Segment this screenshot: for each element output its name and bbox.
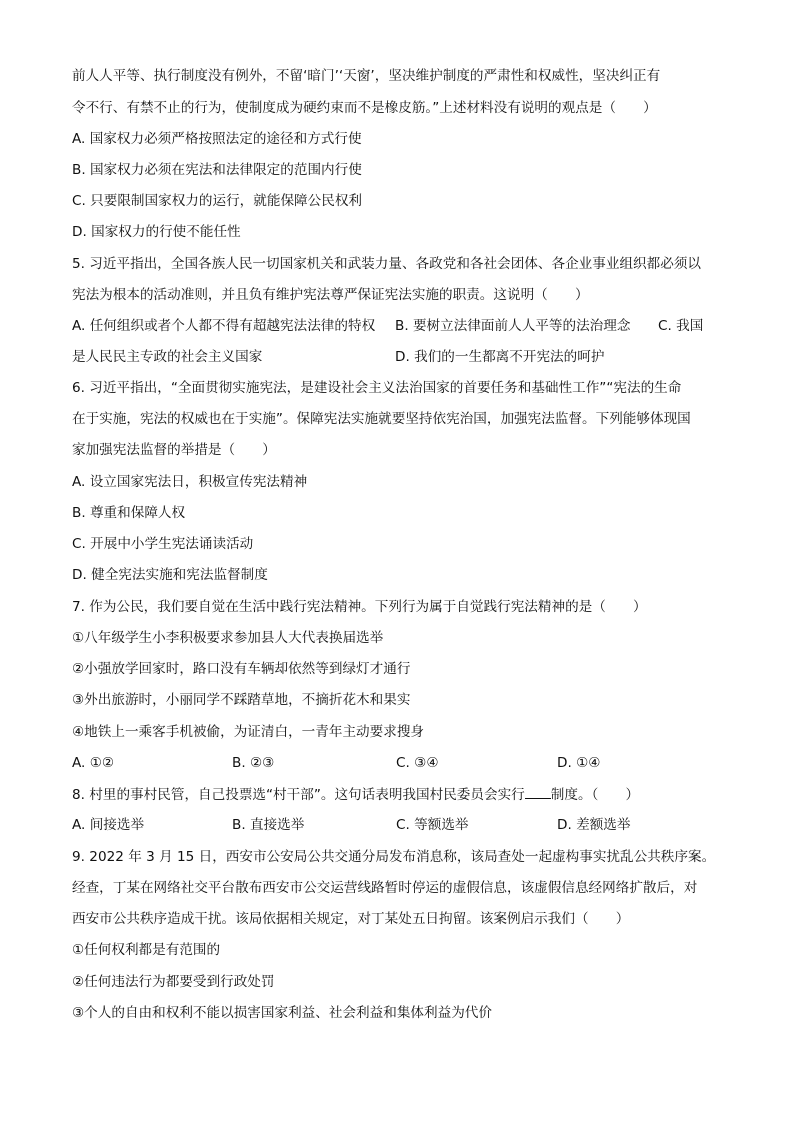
intro-option-d: D. 国家权力的行使不能任性 (72, 224, 241, 240)
q8-option-d: D. 差额选举 (557, 817, 631, 833)
q7-item-2: ②小强放学回家时，路口没有车辆却依然等到绿灯才通行 (72, 661, 411, 677)
q5-option-b: B. 要树立法律面前人人平等的法治理念 (395, 318, 631, 334)
q6-option-b: B. 尊重和保障人权 (72, 505, 186, 521)
q5-options-row-2 (72, 347, 732, 367)
q7-option-c: C. ③④ (396, 755, 439, 771)
q7-stem: 7. 作为公民，我们要自觉在生活中践行宪法精神。下列行为属于自觉践行宪法精神的是（ ） (72, 599, 647, 615)
intro-line-1: 前人人平等、执行制度没有例外，不留‘暗门’‘天窗’，坚决维护制度的严肃性和权威性，坚决纠正有 (72, 68, 661, 84)
q5-options-row-1 (72, 316, 732, 336)
q9-item-3: ③个人的自由和权利不能以损害国家利益、社会利益和集体利益为代价 (72, 1005, 492, 1021)
q9-stem-line-1: 9. 2022 年 3 月 15 日，西安市公安局公共交通分局发布消息称，该局查处一起虚构事实扰乱公共秩序案。 (72, 849, 716, 865)
q7-item-3: ③外出旅游时，小丽同学不踩踏草地，不摘折花木和果实 (72, 692, 411, 708)
intro-line-2: 令不行、有禁不止的行为，使制度成为硬约束而不是橡皮筋。”上述材料没有说明的观点是（ ） (72, 100, 657, 116)
q8-option-a: A. 间接选举 (72, 817, 145, 833)
q8-stem-start: 8. 村里的事村民管，自己投票选“村干部”。这句话表明我国村民委员会实行 (72, 787, 525, 803)
q5-stem-line-1: 5. 习近平指出，全国各族人民一切国家机关和武装力量、各政党和各社会团体、各企业事业组织都必须以 (72, 256, 702, 272)
q5-option-a: A. 任何组织或者个人都不得有超越宪法法律的特权 (72, 318, 376, 334)
q6-stem-line-2: 在于实施，宪法的权威也在于实施”。保障宪法实施就要坚持依宪治国，加强宪法监督。下列能够体现国 (72, 411, 691, 427)
q7-options-row (72, 753, 732, 773)
q7-option-a: A. ①② (72, 755, 115, 771)
q8-options-row (72, 815, 732, 835)
intro-option-c: C. 只要限制国家权力的运行，就能保障公民权利 (72, 193, 363, 209)
q5-option-c-end: 是人民民主专政的社会主义国家 (72, 349, 263, 365)
q9-stem-line-3: 西安市公共秩序造成干扰。该局依据相关规定，对丁某处五日拘留。该案例启示我们（ ） (72, 911, 630, 927)
q7-item-4: ④地铁上一乘客手机被偷，为证清白，一青年主动要求搜身 (72, 724, 425, 740)
q8-stem-end: 制度。（ ） (550, 787, 640, 803)
q9-item-2: ②任何违法行为都要受到行政处罚 (72, 974, 275, 990)
q8-option-c: C. 等额选举 (396, 817, 469, 833)
intro-option-a: A. 国家权力必须严格按照法定的途径和方式行使 (72, 131, 362, 147)
q9-stem-line-2: 经查，丁某在网络社交平台散布西安市公交运营线路暂时停运的虚假信息，该虚假信息经网络扩散后，对 (72, 880, 698, 896)
q6-option-c: C. 开展中小学生宪法诵读活动 (72, 536, 254, 552)
q7-option-b: B. ②③ (232, 755, 275, 771)
q8-stem (72, 784, 639, 805)
q9-item-1: ①任何权利都是有范围的 (72, 942, 221, 958)
q6-stem-line-1: 6. 习近平指出，“全面贯彻实施宪法，是建设社会主义法治国家的首要任务和基础性工作”“宪法的生命 (72, 380, 682, 396)
q5-option-d: D. 我们的一生都离不开宪法的呵护 (395, 349, 605, 365)
q7-option-d: D. ①④ (557, 755, 601, 771)
q5-stem-line-2: 宪法为根本的活动准则，并且负有维护宪法尊严保证宪法实施的职责。这说明（ ） (72, 287, 589, 303)
q8-answer-blank (525, 784, 551, 799)
q7-item-1: ①八年级学生小李积极要求参加县人大代表换届选举 (72, 630, 384, 646)
q6-option-a: A. 设立国家宪法日，积极宣传宪法精神 (72, 474, 308, 490)
intro-option-b: B. 国家权力必须在宪法和法律限定的范围内行使 (72, 162, 362, 178)
q5-option-c-start: C. 我国 (658, 318, 704, 334)
q6-stem-line-3: 家加强宪法监督的举措是（ ） (72, 442, 276, 458)
q6-option-d: D. 健全宪法实施和宪法监督制度 (72, 567, 268, 583)
q8-option-b: B. 直接选举 (232, 817, 305, 833)
